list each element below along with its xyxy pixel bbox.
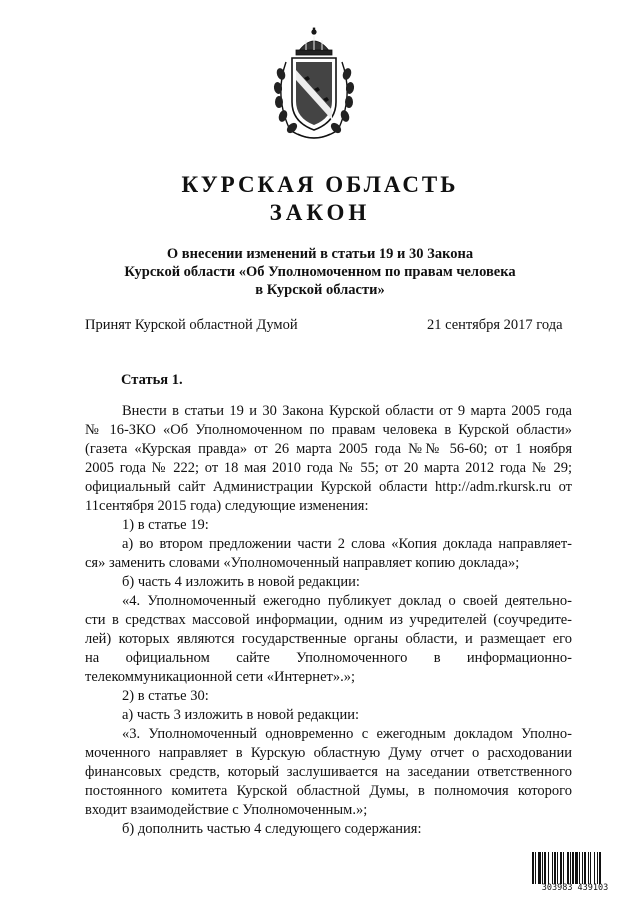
barcode: [532, 852, 618, 894]
barcode-bar: [542, 852, 543, 884]
article-heading: Статья 1.: [121, 372, 183, 388]
body-line: «3. Уполномоченный одновременно с ежегодным докладом Уполно-: [122, 726, 572, 742]
barcode-bar: [567, 852, 569, 884]
body-line: б) часть 4 изложить в новой редакции:: [122, 574, 360, 590]
body-line: сти в средствах массовой информации, одним из учредителей (соучредите-: [85, 612, 572, 628]
barcode-bar: [552, 852, 553, 884]
barcode-bar: [535, 852, 536, 884]
body-line: а) во втором предложении части 2 слова «Копия доклада направляет-: [122, 536, 572, 552]
barcode-bar: [548, 852, 549, 884]
body-line: официальный сайт Администрации Курской области http://adm.rkursk.ru от: [85, 479, 572, 495]
barcode-bar: [570, 852, 571, 884]
barcode-bar: [579, 852, 580, 884]
law-subject-line: в Курской области»: [255, 282, 385, 298]
barcode-bar: [575, 852, 578, 884]
body-line: (газета «Курская правда» от 26 марта 2005 года №№ 56-60; от 1 ноября: [85, 441, 572, 457]
body-line: входит взаимодействие с Уполномоченным.»;: [85, 802, 368, 818]
law-subject-line: Курской области «Об Уполномоченном по правам человека: [124, 264, 516, 280]
body-line: постоянного комитета Курской областной Думы, в полномочия которого: [85, 783, 572, 799]
coat-of-arms-emblem: [268, 26, 360, 144]
body-line: б) дополнить частью 4 следующего содержания:: [122, 821, 422, 837]
barcode-bar: [572, 852, 574, 884]
body-line: 1) в статье 19:: [122, 517, 209, 533]
body-line: финансовых средств, который заслушивается на заседании ответственного: [85, 764, 572, 780]
barcode-bar: [590, 852, 591, 884]
body-line: ся» заменить словами «Уполномоченный направляет копию доклада»;: [85, 555, 520, 571]
barcode-bar: [594, 852, 595, 884]
article-body: [85, 402, 572, 839]
region-title: КУРСКАЯ ОБЛАСТЬ: [181, 172, 459, 197]
body-line: Внести в статьи 19 и 30 Закона Курской области от 9 марта 2005 года: [122, 403, 572, 419]
body-line: № 16-ЗКО «Об Уполномоченном по правам человека в Курской области»: [85, 422, 572, 438]
barcode-bar: [584, 852, 586, 884]
law-subject: [90, 245, 550, 299]
barcode-bar: [588, 852, 589, 884]
barcode-bar: [557, 852, 558, 884]
body-line: 2) в статье 30:: [122, 688, 209, 704]
barcode-bar: [538, 852, 541, 884]
barcode-bars: [532, 852, 618, 884]
body-line: а) часть 3 изложить в новой редакции:: [122, 707, 359, 723]
barcode-number: 303983 439103: [541, 883, 609, 893]
body-line: 11сентября 2015 года) следующие изменения:: [85, 498, 369, 514]
body-line: телекоммуникационной сети «Интернет».»;: [85, 669, 355, 685]
adoption-date: 21 сентября 2017 года: [427, 317, 563, 333]
barcode-bar: [532, 852, 534, 884]
barcode-bar: [563, 852, 564, 884]
barcode-bar: [599, 852, 601, 884]
barcode-bar: [597, 852, 598, 884]
body-line: лей) которых являются государственные органы области, и размещает его: [85, 631, 572, 647]
barcode-bar: [560, 852, 562, 884]
body-line: на официальном сайте Уполномоченного в информационно-: [85, 650, 572, 666]
document-type-title: ЗАКОН: [269, 200, 371, 225]
barcode-bar: [554, 852, 556, 884]
body-line: моченного направляет в Курскую областную Думу отчет о расходовании: [85, 745, 572, 761]
barcode-bar: [582, 852, 583, 884]
body-line: «4. Уполномоченный ежегодно публикует доклад о своей деятельно-: [122, 593, 572, 609]
body-line: 2005 года № 222; от 18 мая 2010 года № 55; от 20 марта 2012 года № 29;: [85, 460, 572, 476]
law-subject-line: О внесении изменений в статьи 19 и 30 Закона: [166, 246, 474, 262]
barcode-bar: [544, 852, 546, 884]
adopted-by: Принят Курской областной Думой: [85, 317, 298, 333]
